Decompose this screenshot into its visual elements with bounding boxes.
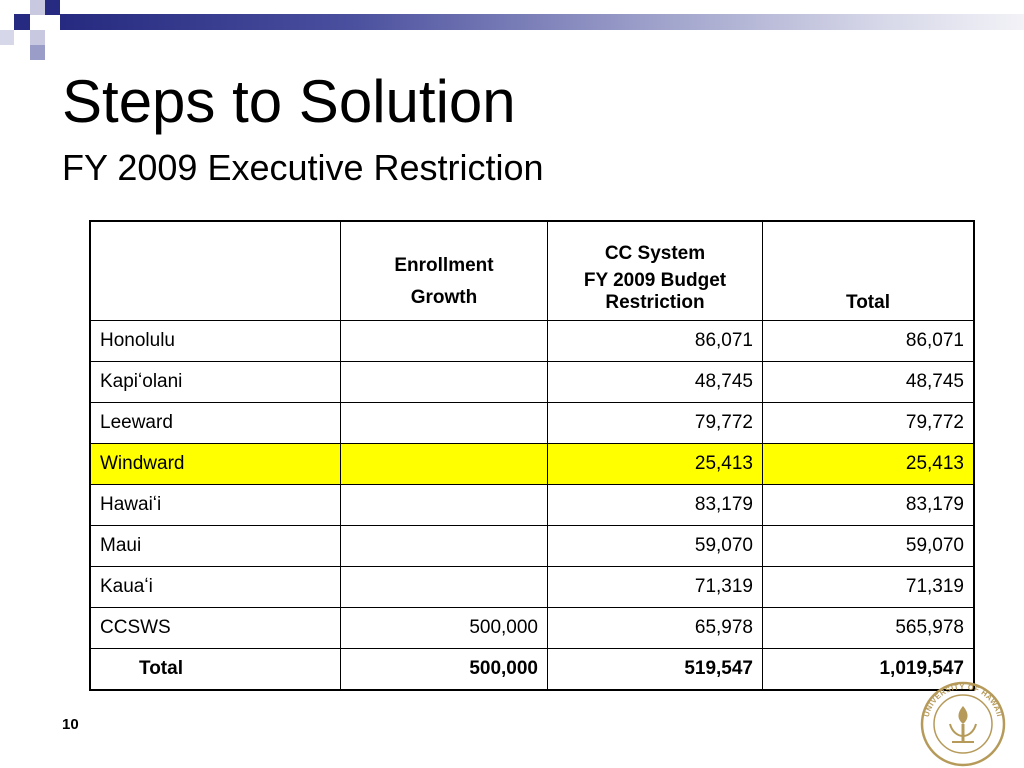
table-row: [90, 526, 974, 567]
table-header-row: [90, 221, 974, 321]
header-enrollment-growth: [341, 221, 548, 321]
restriction-total: 519,547: [548, 649, 763, 691]
table-row: [90, 485, 974, 526]
total-cell: 71,319: [763, 567, 975, 608]
enrollment-cell: [341, 362, 548, 403]
header-line: Enrollment: [394, 255, 494, 276]
decor-square: [30, 0, 45, 15]
campus-name: Hawaiʻi: [90, 485, 341, 526]
decor-square: [0, 30, 14, 45]
table-row: [90, 403, 974, 444]
decor-square: [14, 14, 30, 30]
university-seal-icon: [918, 680, 1008, 768]
campus-name: Kapiʻolani: [90, 362, 341, 403]
total-cell: 83,179: [763, 485, 975, 526]
enrollment-total: 500,000: [341, 649, 548, 691]
table-row: [90, 321, 974, 362]
header-line: Growth: [410, 287, 478, 308]
enrollment-cell: [341, 444, 548, 485]
grand-total: 1,019,547: [763, 649, 975, 691]
campus-name: CCSWS: [90, 608, 341, 649]
header-line: CC System: [604, 243, 706, 264]
restriction-cell: 71,319: [548, 567, 763, 608]
restriction-cell: 59,070: [548, 526, 763, 567]
header-line: FY 2009 Budget: [583, 270, 727, 291]
slide-subtitle: FY 2009 Executive Restriction: [62, 147, 544, 188]
seal-text: UNIVERSITY OF HAWAII: [921, 681, 1005, 718]
header-campus: [90, 221, 341, 321]
enrollment-cell: [341, 526, 548, 567]
restriction-cell: 79,772: [548, 403, 763, 444]
table-row: [90, 608, 974, 649]
decor-square: [30, 45, 45, 60]
header-gradient-bar: [60, 14, 1024, 30]
total-cell: 79,772: [763, 403, 975, 444]
decor-square: [30, 30, 45, 45]
table-total-row: [90, 649, 974, 691]
restriction-cell: 86,071: [548, 321, 763, 362]
total-cell: 59,070: [763, 526, 975, 567]
table-row-highlighted: [90, 444, 974, 485]
total-label: Total: [90, 649, 341, 691]
enrollment-cell: [341, 321, 548, 362]
campus-name: Honolulu: [90, 321, 341, 362]
restriction-cell: 65,978: [548, 608, 763, 649]
restriction-cell: 48,745: [548, 362, 763, 403]
campus-name: Kauaʻi: [90, 567, 341, 608]
campus-name: Maui: [90, 526, 341, 567]
decor-square: [45, 30, 60, 45]
restriction-cell: 83,179: [548, 485, 763, 526]
table-row: [90, 362, 974, 403]
total-cell: 86,071: [763, 321, 975, 362]
restriction-cell: 25,413: [548, 444, 763, 485]
page-number: 10: [62, 716, 79, 733]
enrollment-cell: [341, 567, 548, 608]
total-cell: 25,413: [763, 444, 975, 485]
total-cell: 565,978: [763, 608, 975, 649]
campus-name: Leeward: [90, 403, 341, 444]
header-line: Restriction: [605, 292, 705, 313]
header-budget-restriction: [548, 221, 763, 321]
enrollment-cell: [341, 485, 548, 526]
enrollment-cell: 500,000: [341, 608, 548, 649]
campus-name: Windward: [90, 444, 341, 485]
table-row: [90, 567, 974, 608]
decor-square: [45, 0, 60, 15]
enrollment-cell: [341, 403, 548, 444]
budget-table: [89, 220, 975, 691]
slide-title: Steps to Solution: [62, 68, 516, 135]
total-cell: 48,745: [763, 362, 975, 403]
header-total: Total: [763, 221, 975, 321]
